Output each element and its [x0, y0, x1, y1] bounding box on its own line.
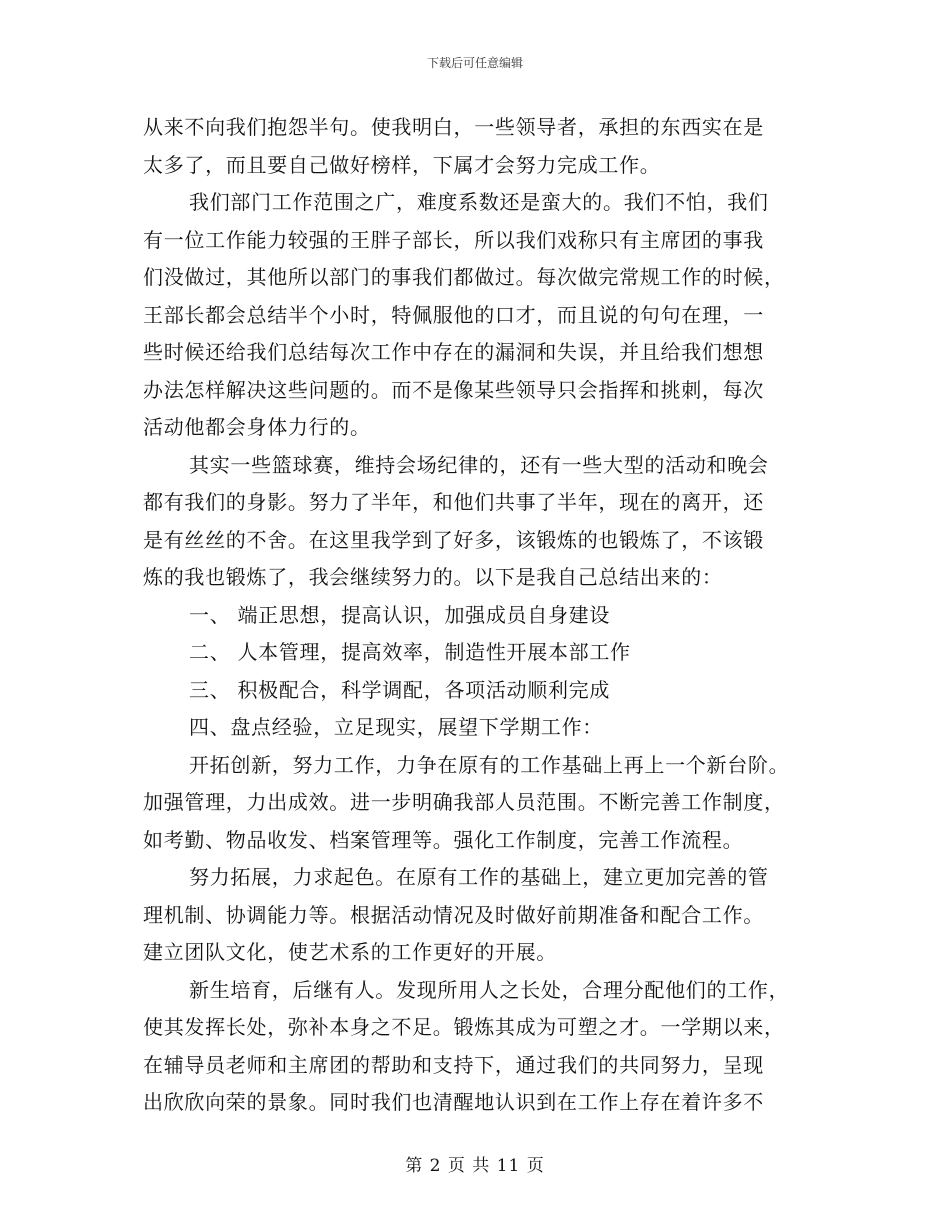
text-line: 努力拓展，力求起色。在原有工作的基础上，建立更加完善的管	[189, 865, 769, 889]
text-line: 开拓创新，努力工作，力争在原有的工作基础上再上一个新台阶。	[189, 752, 790, 777]
text-line: 如考勤、物品收发、档案管理等。强化工作制度，完善工作流程。	[143, 827, 744, 852]
page-footer: 第 2 页 共 11 页	[405, 1156, 545, 1176]
text-line: 活动他都会身体力行的。	[143, 415, 371, 439]
text-line: 理机制、协调能力等。根据活动情况及时做好前期准备和配合工作。	[143, 902, 764, 927]
text-line: 建立团队文化，使艺术系的工作更好的开展。	[143, 940, 557, 964]
text-line: 从来不向我们抱怨半句。使我明白，一些领导者，承担的东西实在是	[143, 115, 764, 139]
text-line: 一、 端正思想，提高认识，加强成员自身建设	[189, 602, 611, 627]
text-line: 出欣欣向荣的景象。同时我们也清醒地认识到在工作上存在着许多不	[143, 1090, 764, 1114]
text-line: 们没做过，其他所以部门的事我们都做过。每次做完常规工作的时候，	[143, 265, 785, 289]
page-header: 下载后可任意编辑	[426, 56, 523, 70]
text-line: 其实一些篮球赛，维持会场纪律的，还有一些大型的活动和晚会	[189, 452, 769, 477]
text-line: 新生培育，后继有人。发现所用人之长处，合理分配他们的工作，	[189, 977, 790, 1002]
text-line: 都有我们的身影。努力了半年，和他们共事了半年，现在的离开，还	[143, 490, 764, 514]
text-line: 办法怎样解决这些问题的。而不是像某些领导只会指挥和挑刺，每次	[143, 377, 764, 402]
text-line: 有一位工作能力较强的王胖子部长，所以我们戏称只有主席团的事我	[143, 227, 764, 252]
text-line: 太多了，而且要自己做好榜样，下属才会努力完成工作。	[143, 152, 661, 177]
text-line: 王部长都会总结半个小时，特佩服他的口才，而且说的句句在理，一	[143, 302, 764, 327]
text-line: 我们部门工作范围之广，难度系数还是蛮大的。我们不怕，我们	[189, 190, 769, 214]
text-line: 些时候还给我们总结每次工作中存在的漏洞和失误，并且给我们想想	[143, 340, 764, 364]
text-line: 是有丝丝的不舍。在这里我学到了好多，该锻炼的也锻炼了，不该锻	[143, 527, 764, 552]
document-body	[143, 109, 808, 1122]
text-line: 加强管理，力出成效。进一步明确我部人员范围。不断完善工作制度，	[143, 790, 785, 814]
text-line: 炼的我也锻炼了，我会继续努力的。以下是我自己总结出来的：	[143, 565, 723, 589]
text-line: 四、盘点经验，立足现实，展望下学期工作：	[189, 715, 603, 739]
text-line: 二、 人本管理，提高效率，制造性开展本部工作	[189, 640, 631, 664]
text-line: 在辅导员老师和主席团的帮助和支持下，通过我们的共同努力，呈现	[143, 1052, 764, 1077]
text-line: 三、 积极配合，科学调配，各项活动顺利完成	[189, 677, 611, 702]
text-line: 使其发挥长处，弥补本身之不足。锻炼其成为可塑之才。一学期以来，	[143, 1015, 785, 1039]
